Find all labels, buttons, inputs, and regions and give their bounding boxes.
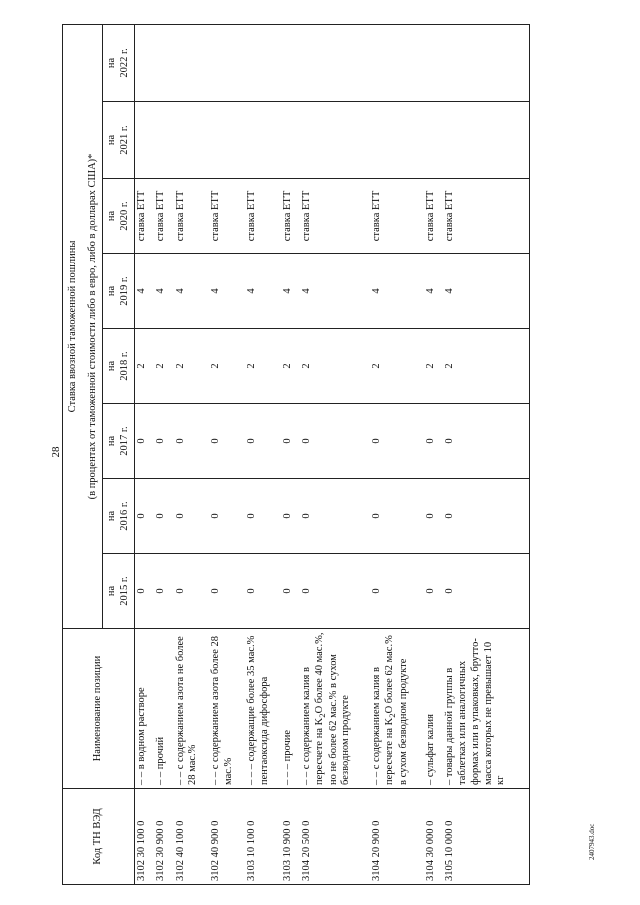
- rate-cell-2015: 0: [245, 554, 281, 629]
- row-name: – – с содержанием азота более 28 мас.%: [209, 629, 245, 789]
- footer-doc-id: 2407943.doc: [588, 823, 596, 860]
- table-row: [245, 24, 281, 884]
- rate-cell-2017: 0: [370, 404, 424, 479]
- header-year: на 2020 г.: [103, 179, 135, 254]
- rate-cell-2020: ставка ЕТТ: [370, 179, 424, 254]
- row-code: 3105 10 000 0: [443, 789, 529, 885]
- rate-cell-2016: 0: [370, 479, 424, 554]
- rate-cell-2022: [370, 24, 424, 101]
- rate-cell-2015: 0: [135, 554, 155, 629]
- rate-cell-2019: 4: [281, 254, 300, 329]
- rate-cell-2019: 4: [154, 254, 173, 329]
- rate-cell-2017: 0: [281, 404, 300, 479]
- rate-cell-2017: 0: [245, 404, 281, 479]
- rate-cell-2021: [174, 102, 210, 179]
- row-code: 3103 10 100 0: [245, 789, 281, 885]
- header-year: на 2021 г.: [103, 102, 135, 179]
- header-year: на 2016 г.: [103, 479, 135, 554]
- rate-cell-2017: 0: [300, 404, 370, 479]
- table-row: [154, 24, 173, 884]
- rate-cell-2018: 2: [174, 329, 210, 404]
- rate-cell-2015: 0: [300, 554, 370, 629]
- row-code: 3104 20 900 0: [370, 789, 424, 885]
- rate-cell-2015: 0: [281, 554, 300, 629]
- rate-cell-2016: 0: [443, 479, 529, 554]
- row-name: – – с содержанием калия в пересчете на $K_2O$ более 40 мас.%, но не более 62 мас.% в сухом безводном продукте: [300, 629, 370, 789]
- rate-cell-2017: 0: [424, 404, 443, 479]
- rate-cell-2020: ставка ЕТТ: [174, 179, 210, 254]
- header-year: на 2018 г.: [103, 329, 135, 404]
- rotated-table-container: [62, 25, 530, 885]
- rate-cell-2015: 0: [174, 554, 210, 629]
- row-name: – – прочий: [154, 629, 173, 789]
- row-name: – – с содержанием азота не более 28 мас.%: [174, 629, 210, 789]
- rate-cell-2019: 4: [370, 254, 424, 329]
- row-name: – – – содержащие более 35 мас.% пентаоксида дифосфора: [245, 629, 281, 789]
- rate-cell-2020: ставка ЕТТ: [424, 179, 443, 254]
- row-code: 3103 10 900 0: [281, 789, 300, 885]
- rate-cell-2018: 2: [154, 329, 173, 404]
- rate-cell-2021: [135, 102, 155, 179]
- rate-cell-2020: ставка ЕТТ: [281, 179, 300, 254]
- rate-cell-2020: ставка ЕТТ: [245, 179, 281, 254]
- rate-cell-2021: [370, 102, 424, 179]
- rate-cell-2022: [443, 24, 529, 101]
- row-code: 3102 40 900 0: [209, 789, 245, 885]
- rate-cell-2015: 0: [209, 554, 245, 629]
- customs-duty-table: [62, 24, 530, 885]
- rate-cell-2022: [424, 24, 443, 101]
- row-name: – сульфат калия: [424, 629, 443, 789]
- row-name: – – – прочие: [281, 629, 300, 789]
- rate-cell-2020: ставка ЕТТ: [154, 179, 173, 254]
- row-code: 3102 40 100 0: [174, 789, 210, 885]
- rate-cell-2021: [281, 102, 300, 179]
- rate-cell-2019: 4: [300, 254, 370, 329]
- row-name: – – в водном растворе: [135, 629, 155, 789]
- rate-cell-2021: [443, 102, 529, 179]
- rate-cell-2018: 2: [370, 329, 424, 404]
- row-name: – – с содержанием калия в пересчете на $K_2O$ более 62 мас.% в сухом безводном продукте: [370, 629, 424, 789]
- table-row: [135, 24, 155, 884]
- rate-cell-2019: 4: [209, 254, 245, 329]
- rate-cell-2018: 2: [300, 329, 370, 404]
- header-name: Наименование позиции: [63, 629, 135, 789]
- rate-cell-2016: 0: [245, 479, 281, 554]
- rate-cell-2015: 0: [370, 554, 424, 629]
- rate-cell-2019: 4: [245, 254, 281, 329]
- rate-cell-2019: 4: [135, 254, 155, 329]
- rate-cell-2015: 0: [154, 554, 173, 629]
- rate-cell-2021: [424, 102, 443, 179]
- header-year: на 2019 г.: [103, 254, 135, 329]
- row-name: – товары данной группы в таблетках или аналогичных формах или в упаковках, брутто-масса которых не превышает 10 кг: [443, 629, 529, 789]
- table-row: [281, 24, 300, 884]
- header-rate-title: Ставка ввозной таможенной пошлины: [63, 24, 85, 628]
- table-row: [174, 24, 210, 884]
- table-row: [300, 24, 370, 884]
- rate-cell-2018: 2: [443, 329, 529, 404]
- table-row: [443, 24, 529, 884]
- rate-cell-2022: [174, 24, 210, 101]
- header-year: на 2017 г.: [103, 404, 135, 479]
- rate-cell-2020: ставка ЕТТ: [443, 179, 529, 254]
- rate-cell-2015: 0: [443, 554, 529, 629]
- rate-cell-2020: ставка ЕТТ: [300, 179, 370, 254]
- page-number: 28: [50, 446, 62, 458]
- table-row: [209, 24, 245, 884]
- rate-cell-2016: 0: [154, 479, 173, 554]
- rate-cell-2022: [154, 24, 173, 101]
- rate-cell-2019: 4: [424, 254, 443, 329]
- rate-cell-2022: [281, 24, 300, 101]
- rate-cell-2022: [245, 24, 281, 101]
- rate-cell-2021: [209, 102, 245, 179]
- rate-cell-2022: [135, 24, 155, 101]
- rate-cell-2016: 0: [209, 479, 245, 554]
- row-code: 3102 30 900 0: [154, 789, 173, 885]
- rate-cell-2021: [300, 102, 370, 179]
- table-row: [370, 24, 424, 884]
- rate-cell-2015: 0: [424, 554, 443, 629]
- header-year: на 2022 г.: [103, 24, 135, 101]
- rate-cell-2019: 4: [174, 254, 210, 329]
- rate-cell-2018: 2: [281, 329, 300, 404]
- rate-cell-2018: 2: [245, 329, 281, 404]
- rate-cell-2018: 2: [209, 329, 245, 404]
- rate-cell-2021: [154, 102, 173, 179]
- row-code: 3104 30 000 0: [424, 789, 443, 885]
- table-row: [424, 24, 443, 884]
- rate-cell-2017: 0: [135, 404, 155, 479]
- rate-cell-2022: [209, 24, 245, 101]
- rate-cell-2016: 0: [300, 479, 370, 554]
- rate-cell-2017: 0: [174, 404, 210, 479]
- rate-cell-2020: ставка ЕТТ: [209, 179, 245, 254]
- rate-cell-2019: 4: [443, 254, 529, 329]
- rate-cell-2021: [245, 102, 281, 179]
- rate-cell-2018: 2: [424, 329, 443, 404]
- header-rate-subtitle: (в процентах от таможенной стоимости либо в евро, либо в долларах США)*: [85, 24, 103, 628]
- rate-cell-2016: 0: [135, 479, 155, 554]
- row-code: 3102 30 100 0: [135, 789, 155, 885]
- rate-cell-2017: 0: [154, 404, 173, 479]
- rate-cell-2018: 2: [135, 329, 155, 404]
- rate-cell-2017: 0: [209, 404, 245, 479]
- header-year: на 2015 г.: [103, 554, 135, 629]
- header-code: Код ТН ВЭД: [63, 789, 135, 885]
- rate-cell-2016: 0: [281, 479, 300, 554]
- rate-cell-2022: [300, 24, 370, 101]
- row-code: 3104 20 500 0: [300, 789, 370, 885]
- rate-cell-2016: 0: [424, 479, 443, 554]
- rate-cell-2016: 0: [174, 479, 210, 554]
- rate-cell-2017: 0: [443, 404, 529, 479]
- rate-cell-2020: ставка ЕТТ: [135, 179, 155, 254]
